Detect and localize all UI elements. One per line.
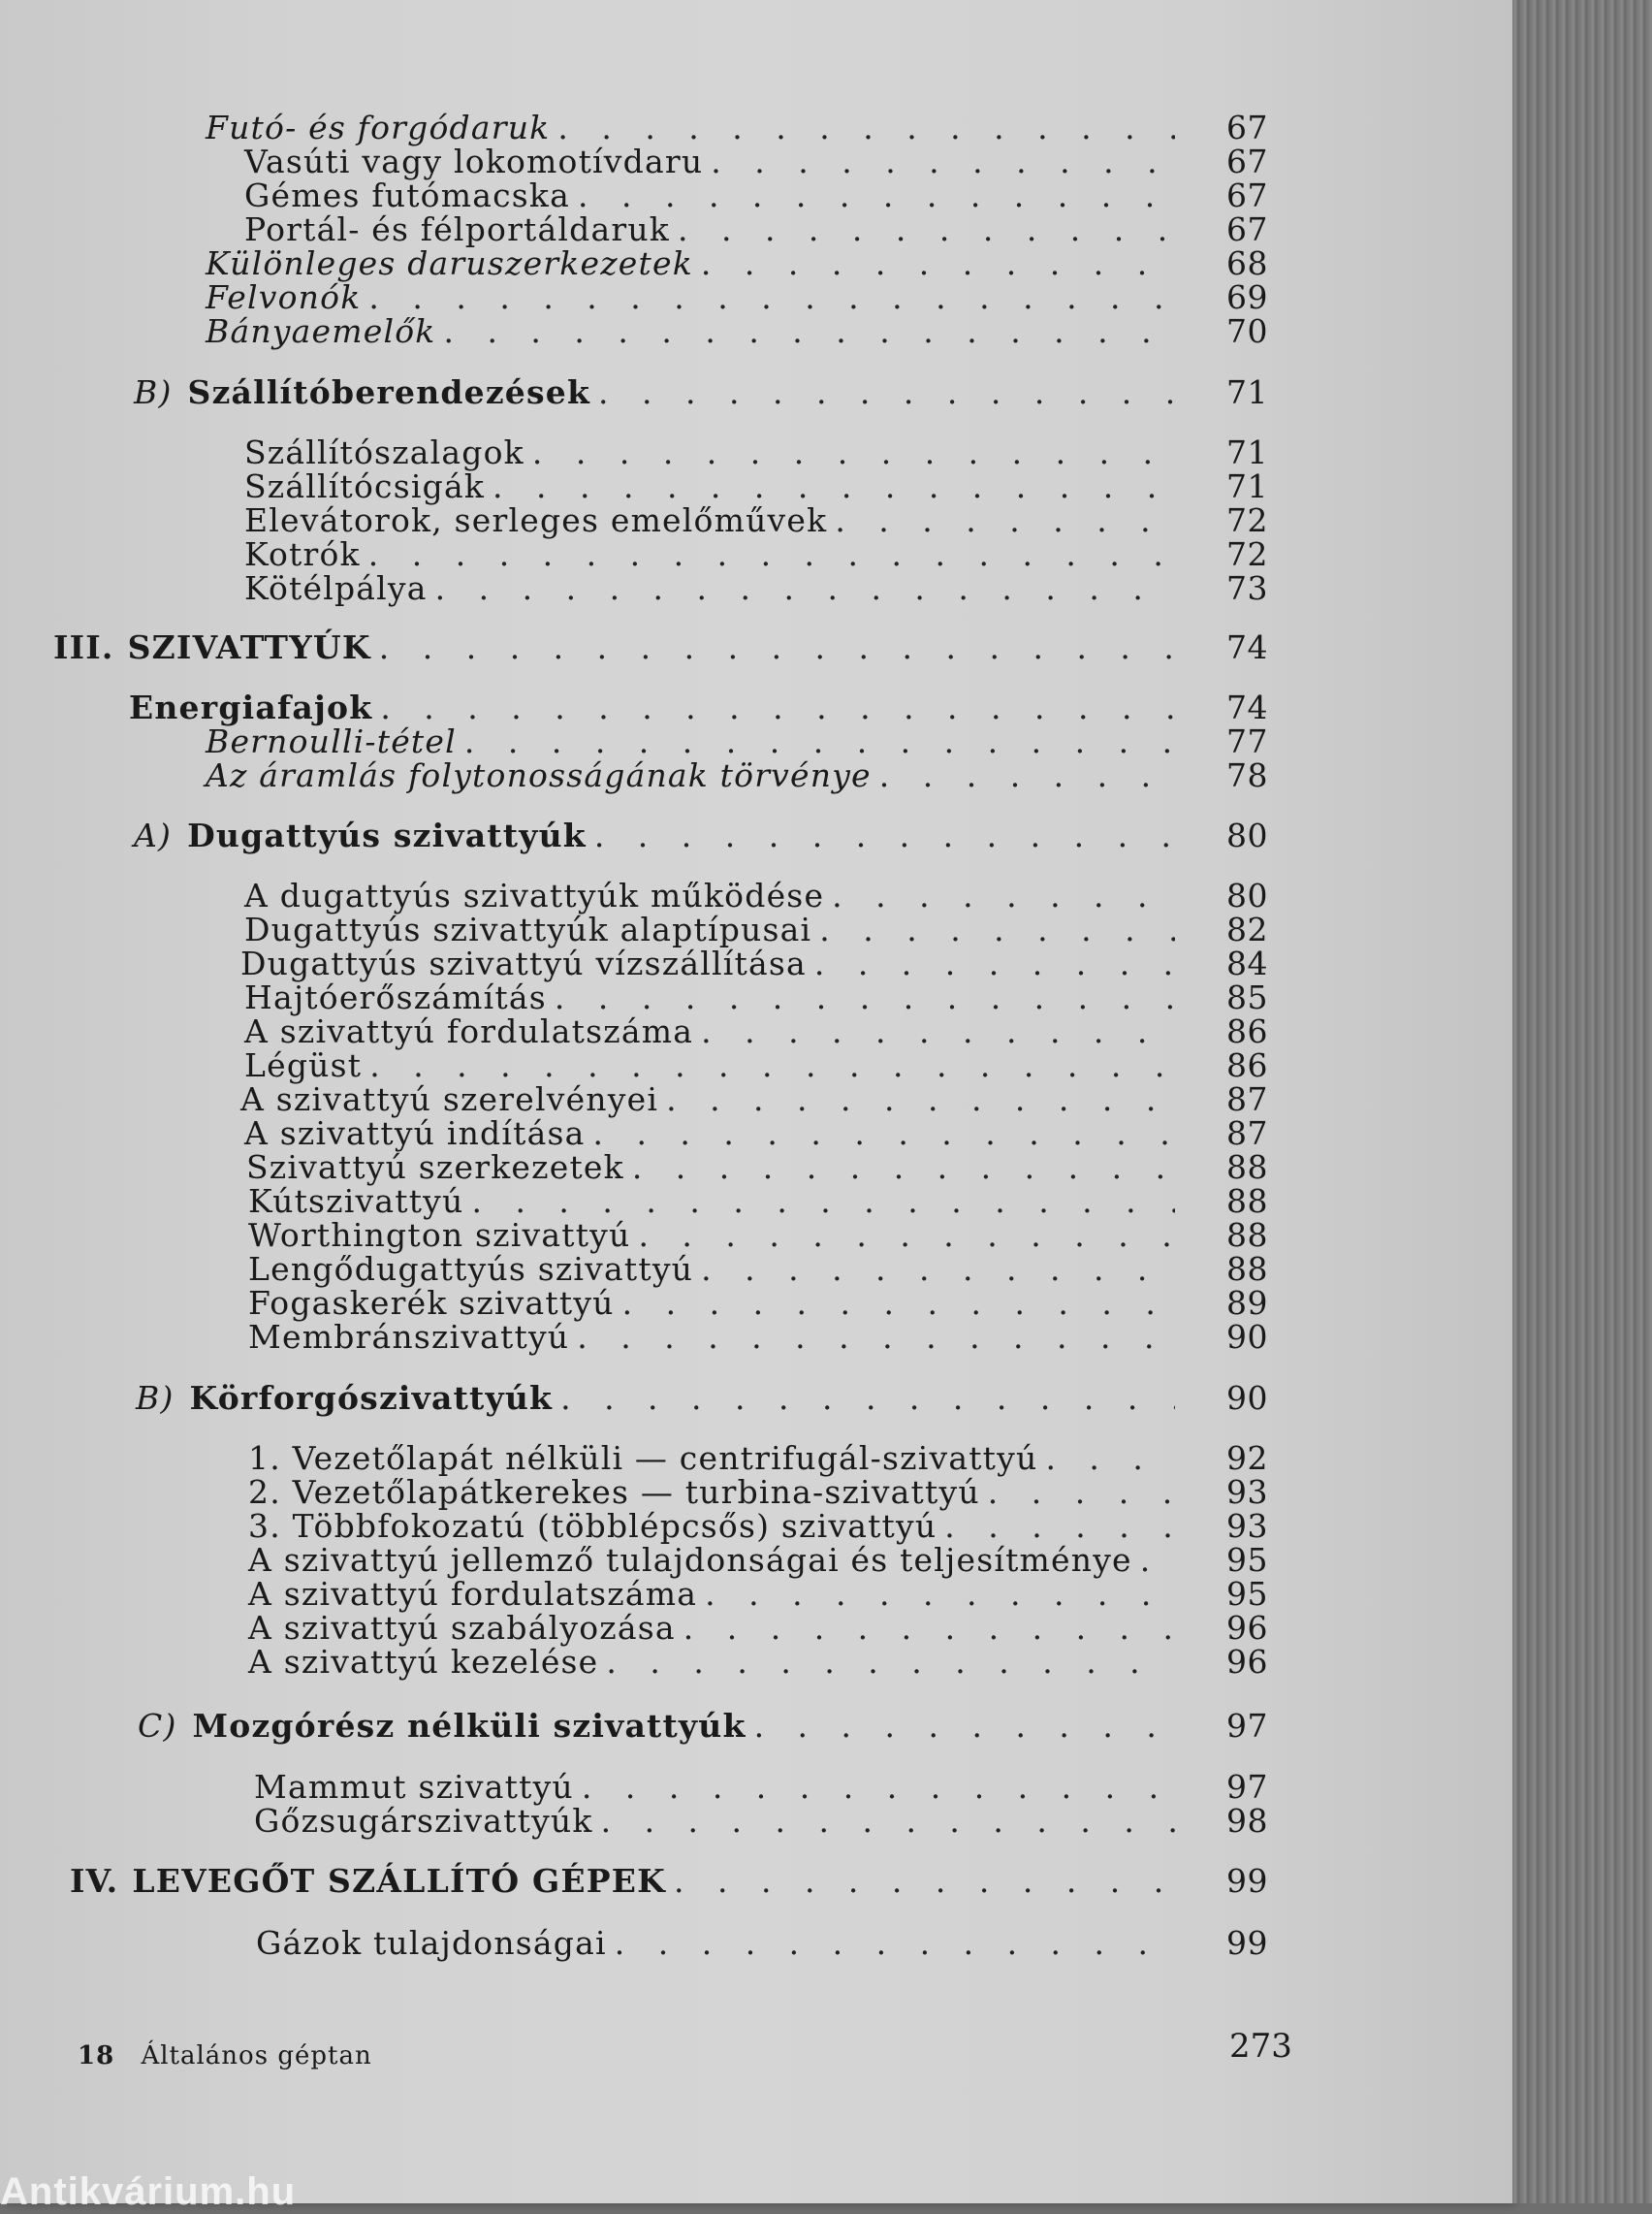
dot-leader	[701, 1250, 1175, 1288]
toc-entry-title: 2. Vezetőlapátkerekes — turbina-szivattyú	[248, 1473, 980, 1511]
toc-entry-page: 98	[1226, 1802, 1268, 1840]
toc-entry-page: 82	[1226, 911, 1268, 948]
toc-entry-page: 84	[1226, 945, 1268, 982]
toc-entry	[206, 244, 1268, 283]
dot-leader	[555, 979, 1175, 1016]
toc-entry-page: 68	[1226, 244, 1268, 282]
toc-entry-page: 74	[1226, 689, 1268, 726]
toc-entry-title: A szivattyú fordulatszáma	[244, 1012, 694, 1050]
toc-entry	[206, 312, 1268, 351]
toc-entry-title: A szivattyú kezelése	[248, 1643, 599, 1681]
toc-entry	[248, 1250, 1268, 1289]
dot-leader	[1045, 1439, 1175, 1477]
toc-entry-page: 93	[1226, 1507, 1268, 1545]
dot-leader	[754, 1707, 1175, 1745]
toc-entry-page: 78	[1226, 756, 1268, 794]
dot-leader	[380, 689, 1175, 726]
toc-entry	[254, 1768, 1268, 1807]
toc-entry-page: 88	[1226, 1148, 1268, 1186]
dot-leader	[368, 535, 1175, 573]
toc-entry-page: 90	[1226, 1379, 1268, 1417]
toc-entry-title: Szállítóberendezések	[187, 373, 591, 411]
dot-leader	[582, 1768, 1175, 1806]
toc-entry-title: Gémes futómacska	[244, 176, 570, 214]
dot-leader	[615, 1924, 1175, 1962]
toc-entry	[240, 1080, 1268, 1119]
toc-entry-title: A szivattyú jellemző tulajdonságai és teljesítménye	[248, 1541, 1132, 1579]
toc-entry-page: 99	[1226, 1862, 1268, 1900]
dot-leader	[471, 1182, 1175, 1220]
toc-entry	[53, 628, 1268, 667]
dot-leader	[464, 722, 1175, 760]
toc-entry	[244, 467, 1268, 506]
toc-entry	[248, 1284, 1268, 1323]
toc-entry	[206, 278, 1268, 317]
toc-entry-title: Vasúti vagy lokomotívdaru	[244, 143, 704, 180]
toc-entry-title: Felvonók	[206, 278, 362, 316]
toc-entry-title: Mammut szivattyú	[254, 1768, 574, 1806]
toc-entry-title: Mozgórész nélküli szivattyúk	[192, 1707, 747, 1745]
toc-entry-page: 96	[1226, 1643, 1268, 1681]
section-letter: B)	[134, 373, 173, 411]
toc-entry	[244, 535, 1268, 574]
toc-entry-page: 85	[1226, 979, 1268, 1016]
dot-leader	[560, 1379, 1175, 1417]
toc-entry	[244, 433, 1268, 472]
toc-entry-title: Dugattyús szivattyúk alaptípusai	[244, 911, 812, 948]
dot-leader	[379, 628, 1175, 666]
dot-leader	[592, 1114, 1175, 1152]
toc-entry	[244, 210, 1268, 249]
chapter-number: III.	[53, 628, 114, 666]
toc-entry	[244, 1012, 1268, 1051]
toc-entry-title: Kotrók	[244, 535, 361, 573]
toc-entry-page: 87	[1226, 1114, 1268, 1152]
toc-entry	[248, 1609, 1268, 1648]
dot-leader	[819, 911, 1175, 948]
toc-entry-page: 72	[1226, 535, 1268, 573]
dot-leader	[594, 817, 1175, 854]
toc-entry-page: 67	[1226, 210, 1268, 248]
dot-leader	[879, 756, 1175, 794]
toc-entry-title: Lengődugattyús szivattyú	[248, 1250, 694, 1288]
toc-entry-title: Dugattyús szivattyú vízszállítása	[240, 945, 807, 982]
toc-entry	[248, 1318, 1268, 1357]
toc-entry-title: Portál- és félportáldaruk	[244, 210, 670, 248]
section-letter: C)	[138, 1707, 177, 1745]
toc-entry	[244, 979, 1268, 1017]
toc-entry-title: LEVEGŐT SZÁLLÍTÓ GÉPEK	[132, 1862, 667, 1900]
dot-leader	[814, 945, 1175, 982]
toc-entry	[244, 911, 1268, 949]
toc-entry	[244, 176, 1268, 215]
toc-entry-title: Gőzsugárszivattyúk	[254, 1802, 593, 1840]
toc-entry-page: 71	[1226, 373, 1268, 411]
signature-number: 18	[78, 2041, 115, 2070]
toc-entry-title: Szállítószalagok	[244, 433, 524, 471]
dot-leader	[435, 569, 1175, 607]
toc-entry-title: Bernoulli-tétel	[206, 722, 457, 760]
toc-entry	[134, 817, 1268, 855]
toc-entry-page: 86	[1226, 1012, 1268, 1050]
dot-leader	[666, 1080, 1175, 1118]
toc-entry-title: Dugattyús szivattyúk	[187, 817, 587, 854]
toc-entry-page: 74	[1226, 628, 1268, 666]
toc-entry	[248, 1575, 1268, 1614]
toc-entry-page: 71	[1226, 433, 1268, 471]
toc-entry-page: 89	[1226, 1284, 1268, 1322]
dot-leader	[557, 109, 1175, 146]
dot-leader	[701, 1012, 1175, 1050]
toc-entry-page: 95	[1226, 1541, 1268, 1579]
toc-entry	[248, 1439, 1268, 1478]
toc-entry-title: Az áramlás folytonosságának törvénye	[206, 756, 872, 794]
dot-leader	[601, 1802, 1175, 1840]
toc-entry	[70, 1862, 1268, 1901]
dot-leader	[832, 877, 1175, 914]
toc-entry	[244, 143, 1268, 181]
toc-entry-title: Gázok tulajdonságai	[256, 1924, 607, 1962]
toc-entry-title: Kötélpálya	[244, 569, 428, 607]
dot-leader	[622, 1284, 1175, 1322]
toc-entry	[244, 1046, 1268, 1085]
toc-entry-page: 97	[1226, 1768, 1268, 1806]
dot-leader	[674, 1862, 1175, 1900]
section-letter: B)	[136, 1379, 175, 1417]
toc-entry-title: 1. Vezetőlapát nélküli — centrifugál-szivattyú	[248, 1439, 1038, 1477]
toc-entry-page: 88	[1226, 1250, 1268, 1288]
dot-leader	[598, 373, 1175, 411]
toc-entry-page: 88	[1226, 1182, 1268, 1220]
toc-entry	[244, 501, 1268, 540]
toc-entry-title: Elevátorok, serleges emelőművek	[244, 501, 828, 539]
dot-leader	[835, 501, 1175, 539]
dot-leader	[638, 1216, 1175, 1254]
toc-entry	[244, 877, 1268, 915]
toc-entry-title: Körforgószivattyúk	[189, 1379, 554, 1417]
toc-entry	[244, 1114, 1268, 1153]
toc-entry	[254, 1802, 1268, 1841]
book-title: Általános géptan	[141, 2041, 372, 2070]
toc-entry-title: A dugattyús szivattyúk működése	[244, 877, 825, 914]
toc-entry-title: SZIVATTYÚK	[127, 628, 371, 666]
toc-entry-page: 87	[1226, 1080, 1268, 1118]
toc-entry-page: 67	[1226, 143, 1268, 180]
toc-entry-title: Kútszivattyú	[248, 1182, 464, 1220]
toc-entry-title: Légüst	[244, 1046, 363, 1084]
page-footer	[78, 2041, 372, 2070]
toc-entry-page: 73	[1226, 569, 1268, 607]
toc-entry-title: Worthington szivattyú	[248, 1216, 631, 1254]
dot-leader	[705, 1575, 1175, 1613]
toc-entry-title: Energiafajok	[129, 689, 373, 726]
chapter-number: IV.	[70, 1862, 119, 1900]
dot-leader	[577, 1318, 1175, 1356]
toc-entry-page: 97	[1226, 1707, 1268, 1745]
dot-leader	[632, 1148, 1175, 1186]
dot-leader	[988, 1473, 1175, 1511]
toc-entry-page: 67	[1226, 109, 1268, 146]
toc-entry-title: Hajtóerőszámítás	[244, 979, 547, 1016]
toc-entry	[248, 1182, 1268, 1221]
toc-entry-page: 92	[1226, 1439, 1268, 1477]
toc-entry-page: 96	[1226, 1609, 1268, 1647]
toc-entry	[244, 569, 1268, 608]
toc-entry-page: 80	[1226, 817, 1268, 854]
toc-entry-title: 3. Többfokozatú (többlépcsős) szivattyú	[248, 1507, 937, 1545]
dot-leader	[368, 278, 1175, 316]
watermark-text: Antikvárium.hu	[0, 2170, 297, 2213]
section-letter: A)	[134, 817, 173, 854]
toc-entry-title: Fogaskerék szivattyú	[248, 1284, 615, 1322]
toc-entry-title: A szivattyú szerelvényei	[240, 1080, 659, 1118]
toc-entry-title: A szivattyú fordulatszáma	[248, 1575, 698, 1613]
dot-leader	[1140, 1541, 1175, 1579]
toc-entry	[246, 1148, 1268, 1187]
toc-entry-page: 69	[1226, 278, 1268, 316]
dot-leader	[578, 176, 1175, 214]
toc-entry	[240, 945, 1268, 983]
toc-entry	[129, 689, 1268, 727]
dot-leader	[532, 433, 1175, 471]
toc-entry-page: 67	[1226, 176, 1268, 214]
toc-entry-title: Különleges daruszerkezetek	[206, 244, 693, 282]
toc-entry-title: Membránszivattyú	[248, 1318, 570, 1356]
toc-entry-title: A szivattyú indítása	[244, 1114, 586, 1152]
toc-entry	[138, 1707, 1268, 1746]
toc-entry-page: 72	[1226, 501, 1268, 539]
toc-entry	[136, 1379, 1268, 1418]
dot-leader	[678, 210, 1175, 248]
toc-entry-page: 99	[1226, 1924, 1268, 1962]
toc-entry	[256, 1924, 1268, 1963]
dot-leader	[683, 1609, 1175, 1647]
dot-leader	[606, 1643, 1175, 1681]
toc-entry-title: Bányaemelők	[206, 312, 436, 350]
dot-leader	[492, 467, 1175, 505]
toc-entry	[206, 109, 1268, 147]
toc-entry	[248, 1541, 1268, 1580]
toc-entry-page: 86	[1226, 1046, 1268, 1084]
toc-entry	[134, 373, 1268, 412]
toc-entry-page: 71	[1226, 467, 1268, 505]
dot-leader	[443, 312, 1175, 350]
toc-entry-page: 90	[1226, 1318, 1268, 1356]
dot-leader	[701, 244, 1175, 282]
toc-entry-page: 93	[1226, 1473, 1268, 1511]
toc-entry	[248, 1507, 1268, 1546]
toc-entry	[248, 1473, 1268, 1512]
toc-entry	[248, 1643, 1268, 1682]
toc-entry-title: Szállítócsigák	[244, 467, 486, 505]
toc-entry-page: 70	[1226, 312, 1268, 350]
toc-entry	[206, 756, 1268, 795]
page-number: 273	[1229, 2027, 1292, 2066]
toc-entry	[248, 1216, 1268, 1255]
toc-entry-title: A szivattyú szabályozása	[248, 1609, 676, 1647]
toc-entry-title: Futó- és forgódaruk	[206, 109, 551, 146]
dot-leader	[711, 143, 1175, 180]
toc-entry	[206, 722, 1268, 761]
toc-entry-page: 88	[1226, 1216, 1268, 1254]
toc-entry-page: 77	[1226, 722, 1268, 760]
toc-entry-page: 80	[1226, 877, 1268, 914]
dot-leader	[369, 1046, 1175, 1084]
toc-entry-title: Szivattyú szerkezetek	[246, 1148, 624, 1186]
toc-entry-page: 95	[1226, 1575, 1268, 1613]
dot-leader	[944, 1507, 1175, 1545]
page-edge	[1512, 0, 1652, 2203]
